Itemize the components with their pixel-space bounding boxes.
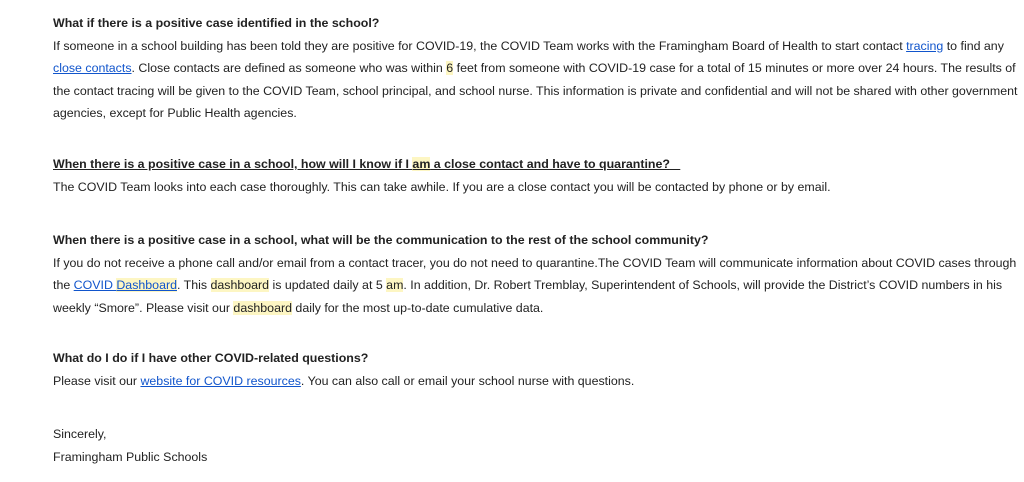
highlight: dashboard	[210, 278, 270, 293]
close-contacts-link[interactable]: close contacts	[53, 61, 132, 76]
text: a close contact and have to quarantine?	[430, 157, 670, 171]
answer-paragraph: The COVID Team looks into each case thoroughly. This can take awhile. If you are a close contact you will be contacted by phone or by email.	[53, 179, 831, 194]
question-heading: What if there is a positive case identified in the school?	[53, 16, 380, 30]
tracing-link[interactable]: tracing	[906, 38, 944, 53]
text: . Close contacts are defined as someone who was within	[131, 61, 447, 76]
text: to find any	[943, 38, 1004, 53]
text: . You can also call or email your school nurse with questions.	[300, 373, 635, 388]
section-close-contact	[53, 153, 1023, 198]
text: When there is a positive case in a school, how will I know if I	[53, 157, 413, 171]
answer-paragraph	[53, 370, 1023, 393]
text: Please visit our	[53, 373, 141, 388]
highlight: am	[386, 278, 404, 293]
highlight: Dashboard	[116, 278, 177, 293]
covid-dashboard-link[interactable]	[74, 278, 177, 292]
text: . This	[176, 278, 211, 293]
text: If you do not receive a phone call and/or email from a contact tracer, you do not need to quarantine.The COVID Team will communicate information about COVID cases through the	[53, 255, 1017, 293]
signoff	[53, 423, 1023, 468]
text: feet from someone with COVID-19 case for a total of 15 minutes or more over 24 hours. The results of the contact tracing will be given to the COVID Team, school principal, and school nurse. This information is private and confidential and will not be shared with other government agencies, except for Public Health agencies.	[53, 61, 1018, 121]
question-heading	[53, 153, 1023, 176]
answer-paragraph	[53, 35, 1023, 125]
sender-name: Framingham Public Schools	[53, 449, 208, 464]
highlight: 6	[446, 61, 454, 76]
question-heading: What do I do if I have other COVID-related questions?	[53, 351, 369, 365]
section-other-questions	[53, 347, 1023, 392]
question-heading: When there is a positive case in a school, what will be the communication to the rest of the school community?	[53, 233, 709, 247]
text: is updated daily at 5	[269, 278, 387, 293]
closing: Sincerely,	[53, 427, 107, 441]
highlight: am	[412, 157, 431, 171]
text: . In addition, Dr. Robert Tremblay, Superintendent of Schools, will provide the District’s COVID numbers in his weekly “Smore”. Please visit our	[53, 278, 1003, 315]
text: daily for the most up-to-date cumulative data.	[291, 300, 544, 315]
text: COVID	[73, 278, 117, 293]
section-positive-case	[53, 12, 1023, 125]
highlight: dashboard	[233, 300, 292, 315]
section-communication	[53, 229, 1023, 319]
covid-resources-link[interactable]: website for COVID resources	[140, 373, 301, 388]
text	[670, 157, 680, 171]
text: If someone in a school building has been told they are positive for COVID-19, the COVID Team works with the Framingham Board of Health to start contact	[53, 38, 907, 53]
answer-paragraph	[53, 252, 1023, 320]
